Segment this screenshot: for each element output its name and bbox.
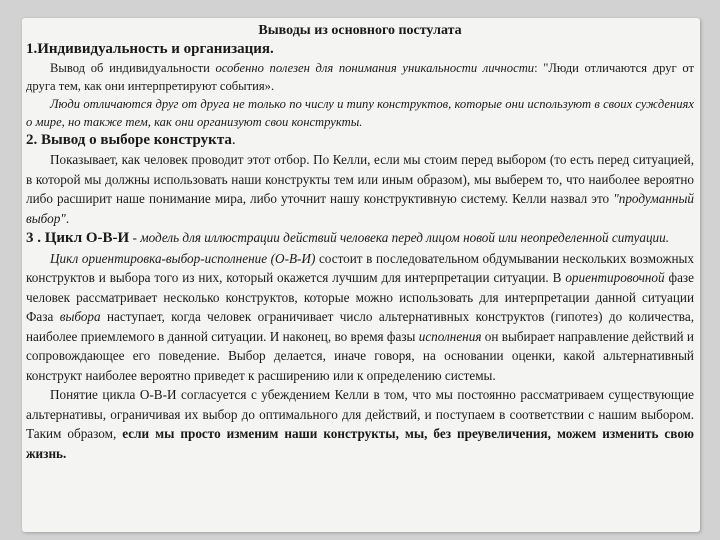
section3-p1-a: состоит в последовательном обдумывании нескольких возможных конструктов и выбора того из них, который окажется лучшим для интерпретации ситуации. В [26, 250, 694, 285]
section1-paragraph2: Люди отличаются друг от друга не только по числу и типу конструктов, которые они используют в своих суждениях о мире, но также тем, как они организуют свои конструкты. [26, 97, 694, 129]
section3-heading [26, 228, 694, 249]
section3-p2-bold: если мы просто изменим наши конструкты, мы, без преувеличения, можем изменить свою жизнь. [26, 426, 694, 461]
section2-p-end: . [65, 210, 70, 226]
section2-p-italic: "продуманный выбор" [26, 191, 694, 226]
section3-p1-b: фазе человек рассматривает несколько конструктов, которые можно использовать для интерпретации данной ситуации Фаза [26, 270, 694, 324]
section2-p-start: Показывает, как человек проводит этот отбор. По Келли, если мы стоим перед выбором (то есть перед ситуацией, в которой мы должны использовать наши конструкты тем или иным образом), мы выберем то, что наиболее вероятно либо расширит наше понимание мира, либо уточнит нашу конструктивную систему. Келли назвал это [26, 152, 694, 206]
slide-content [26, 22, 694, 463]
section3-p1-c: наступает, когда человек ограничивает число альтернативных конструктов (гипотез) до количества, наиболее приемлемого в данной ситуации. И наконец, во время фазы [26, 309, 694, 344]
section1-p1-italic: особенно полезен для понимания уникальности личности [215, 61, 535, 75]
section2-heading [26, 131, 694, 150]
section3-heading-rest: - модель для иллюстрации действий человека перед лицом новой или неопределенной ситуации. [129, 230, 670, 245]
section2-paragraph [26, 150, 694, 228]
slide-title: Выводы из основного постулата [258, 23, 462, 38]
section1-p1-end: : "Люди отличаются друг от друга тем, как они интерпретируют события». [26, 61, 694, 93]
section3-p2-start: Понятие цикла О-В-И согласуется с убеждением Келли в том, что мы постоянно рассматриваем существующие альтернативы, ограничивая их выбор до оптимального для действий, и поступаем в соответствии с нашим выбором. Таким образом, [26, 387, 694, 441]
section1-paragraph1 [26, 59, 694, 95]
section3-p1-italic2: ориентировочной [565, 270, 665, 285]
section3-p1-d: он выбирает направление действий и сопровождающее его поведение. Выбор делается, иначе говоря, на основании оценки, какой альтернативный конструкт наиболее вероятно приведет к расширению или к определению системы. [26, 328, 694, 383]
slide-page [22, 18, 700, 532]
section3-p1-italic: Цикл ориентировка-выбор-исполнение (О-В-И) [50, 250, 316, 266]
section3-paragraph2 [26, 385, 694, 463]
section1-heading: 1.Индивидуальность и организация. [26, 41, 274, 57]
section3-heading-bold: 3 . Цикл О-В-И [26, 230, 130, 246]
section2-heading-dot: . [231, 132, 236, 148]
section2-heading-text: 2. Вывод о выборе конструкта [26, 132, 232, 148]
section3-p1-italic3: выбора [59, 309, 101, 324]
section3-paragraph1 [26, 249, 694, 386]
section3-p1-italic4: исполнения [418, 328, 482, 344]
section1-p1-start: Вывод об индивидуальности [50, 61, 216, 75]
